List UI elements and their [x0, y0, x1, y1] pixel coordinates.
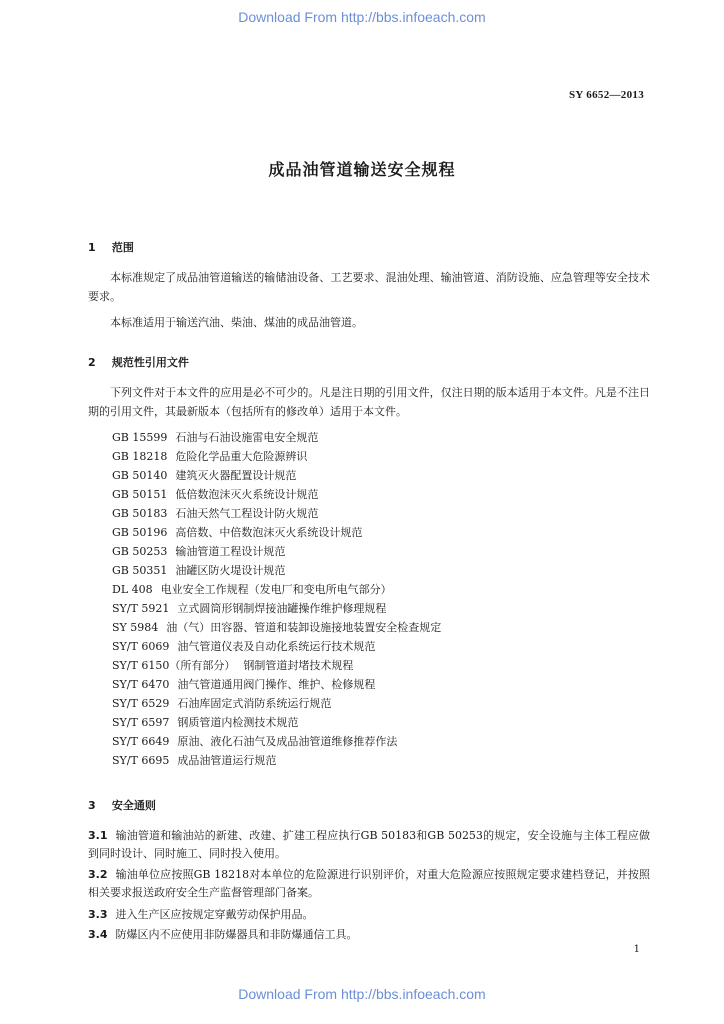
section-1-p1-text: 本标准规定了成品油管道输送的输储油设备、工艺要求、混油处理、输油管道、消防设施、应急管理等安全技术要求。 — [88, 271, 650, 303]
reference-list — [112, 428, 441, 770]
reference-item — [112, 542, 441, 561]
clause-text: 输油管道和输油站的新建、改建、扩建工程应执行GB 50183和GB 50253的规定，安全设施与主体工程应做到同时设计、同时施工、同时投入使用。 — [88, 829, 650, 860]
reference-item — [112, 637, 441, 656]
reference-code: SY 5984 — [112, 621, 159, 634]
reference-code: GB 50351 — [112, 564, 168, 577]
reference-name: 高倍数、中倍数泡沫灭火系统设计规范 — [175, 526, 363, 539]
section-2-title: 规范性引用文件 — [111, 356, 189, 369]
reference-code: GB 18218 — [112, 450, 168, 463]
watermark-bottom: Download From http://bbs.infoeach.com — [238, 986, 486, 1002]
reference-name: 石油库固定式消防系统运行规范 — [177, 697, 332, 710]
document-title: 成品油管道输送安全规程 — [268, 160, 456, 179]
section-3-heading — [88, 797, 156, 813]
section-2-heading — [88, 354, 189, 370]
reference-item — [112, 713, 441, 732]
reference-name: 油气管道通用阀门操作、维护、检修规程 — [177, 678, 376, 691]
clause-number: 3.2 — [88, 868, 108, 881]
reference-name: 原油、液化石油气及成品油管道维修推荐作法 — [177, 735, 398, 748]
reference-item — [112, 694, 441, 713]
reference-name: 电业安全工作规程（发电厂和变电所电气部分） — [160, 583, 392, 596]
standard-code: SY 6652—2013 — [568, 89, 644, 101]
clause-number: 3.1 — [88, 829, 108, 842]
section-1-paragraph-1 — [88, 268, 650, 306]
clause-text: 防爆区内不应使用非防爆器具和非防爆通信工具。 — [115, 928, 358, 941]
reference-item — [112, 599, 441, 618]
reference-name: 钢制管道封堵技术规程 — [243, 659, 354, 672]
reference-item — [112, 732, 441, 751]
reference-code: SY/T 6695 — [112, 754, 170, 767]
section-1-title: 范围 — [111, 241, 134, 254]
reference-item — [112, 561, 441, 580]
reference-code: SY/T 6470 — [112, 678, 170, 691]
reference-code: GB 50253 — [112, 545, 168, 558]
reference-code: GB 15599 — [112, 431, 168, 444]
reference-name: 钢质管道内检测技术规范 — [177, 716, 299, 729]
reference-code: DL 408 — [112, 583, 153, 596]
reference-name: 石油与石油设施雷电安全规范 — [175, 431, 319, 444]
clause-text: 进入生产区应按规定穿戴劳动保护用品。 — [115, 908, 314, 921]
clause-number: 3.4 — [88, 928, 108, 941]
clause-text: 输油单位应按照GB 18218对本单位的危险源进行识别评价，对重大危险源应按照规定要求建档登记，并按照相关要求报送政府安全生产监督管理部门备案。 — [88, 868, 650, 899]
reference-name: 输油管道工程设计规范 — [175, 545, 286, 558]
reference-item — [112, 447, 441, 466]
reference-code: GB 50140 — [112, 469, 168, 482]
reference-name: 油罐区防火堤设计规范 — [175, 564, 286, 577]
reference-item — [112, 504, 441, 523]
reference-code: SY/T 6597 — [112, 716, 170, 729]
reference-code: SY/T 6649 — [112, 735, 170, 748]
section-1-number: 1 — [88, 241, 96, 254]
section-3-title: 安全通则 — [111, 799, 156, 812]
page-number: 1 — [633, 944, 640, 955]
reference-item — [112, 485, 441, 504]
reference-code: SY/T 5921 — [112, 602, 170, 615]
clause-number: 3.3 — [88, 908, 108, 921]
section-1-p2-text: 本标准适用于输送汽油、柴油、煤油的成品油管道。 — [110, 316, 363, 329]
clause-3-4 — [88, 926, 650, 944]
reference-name: 危险化学品重大危险源辨识 — [175, 450, 308, 463]
reference-code: GB 50183 — [112, 507, 168, 520]
reference-name: 油气管道仪表及自动化系统运行技术规范 — [177, 640, 376, 653]
section-1-paragraph-2 — [88, 313, 650, 332]
reference-item — [112, 675, 441, 694]
reference-item — [112, 656, 441, 675]
reference-name: 建筑灭火器配置设计规范 — [175, 469, 297, 482]
reference-item — [112, 751, 441, 770]
reference-code: GB 50196 — [112, 526, 168, 539]
clause-3-3 — [88, 906, 650, 924]
section-1-heading — [88, 239, 134, 255]
reference-name: 低倍数泡沫灭火系统设计规范 — [175, 488, 319, 501]
reference-name: 立式圆筒形钢制焊接油罐操作维护修理规程 — [177, 602, 387, 615]
section-3-number: 3 — [88, 799, 96, 812]
clause-3-2 — [88, 866, 650, 902]
section-2-number: 2 — [88, 356, 96, 369]
watermark-top: Download From http://bbs.infoeach.com — [238, 9, 486, 25]
reference-code: SY/T 6150（所有部分） — [112, 659, 236, 672]
reference-name: 油（气）田容器、管道和装卸设施接地装置安全检查规定 — [166, 621, 442, 634]
reference-name: 石油天然气工程设计防火规范 — [175, 507, 319, 520]
section-2-intro — [88, 383, 650, 421]
reference-item — [112, 428, 441, 447]
reference-code: SY/T 6069 — [112, 640, 170, 653]
reference-name: 成品油管道运行规范 — [177, 754, 277, 767]
reference-item — [112, 523, 441, 542]
clause-3-1 — [88, 827, 650, 863]
reference-item — [112, 466, 441, 485]
reference-item — [112, 618, 441, 637]
section-2-intro-text: 下列文件对于本文件的应用是必不可少的。凡是注日期的引用文件，仅注日期的版本适用于本文件。凡是不注日期的引用文件，其最新版本（包括所有的修改单）适用于本文件。 — [88, 386, 650, 418]
reference-code: GB 50151 — [112, 488, 168, 501]
reference-code: SY/T 6529 — [112, 697, 170, 710]
reference-item — [112, 580, 441, 599]
